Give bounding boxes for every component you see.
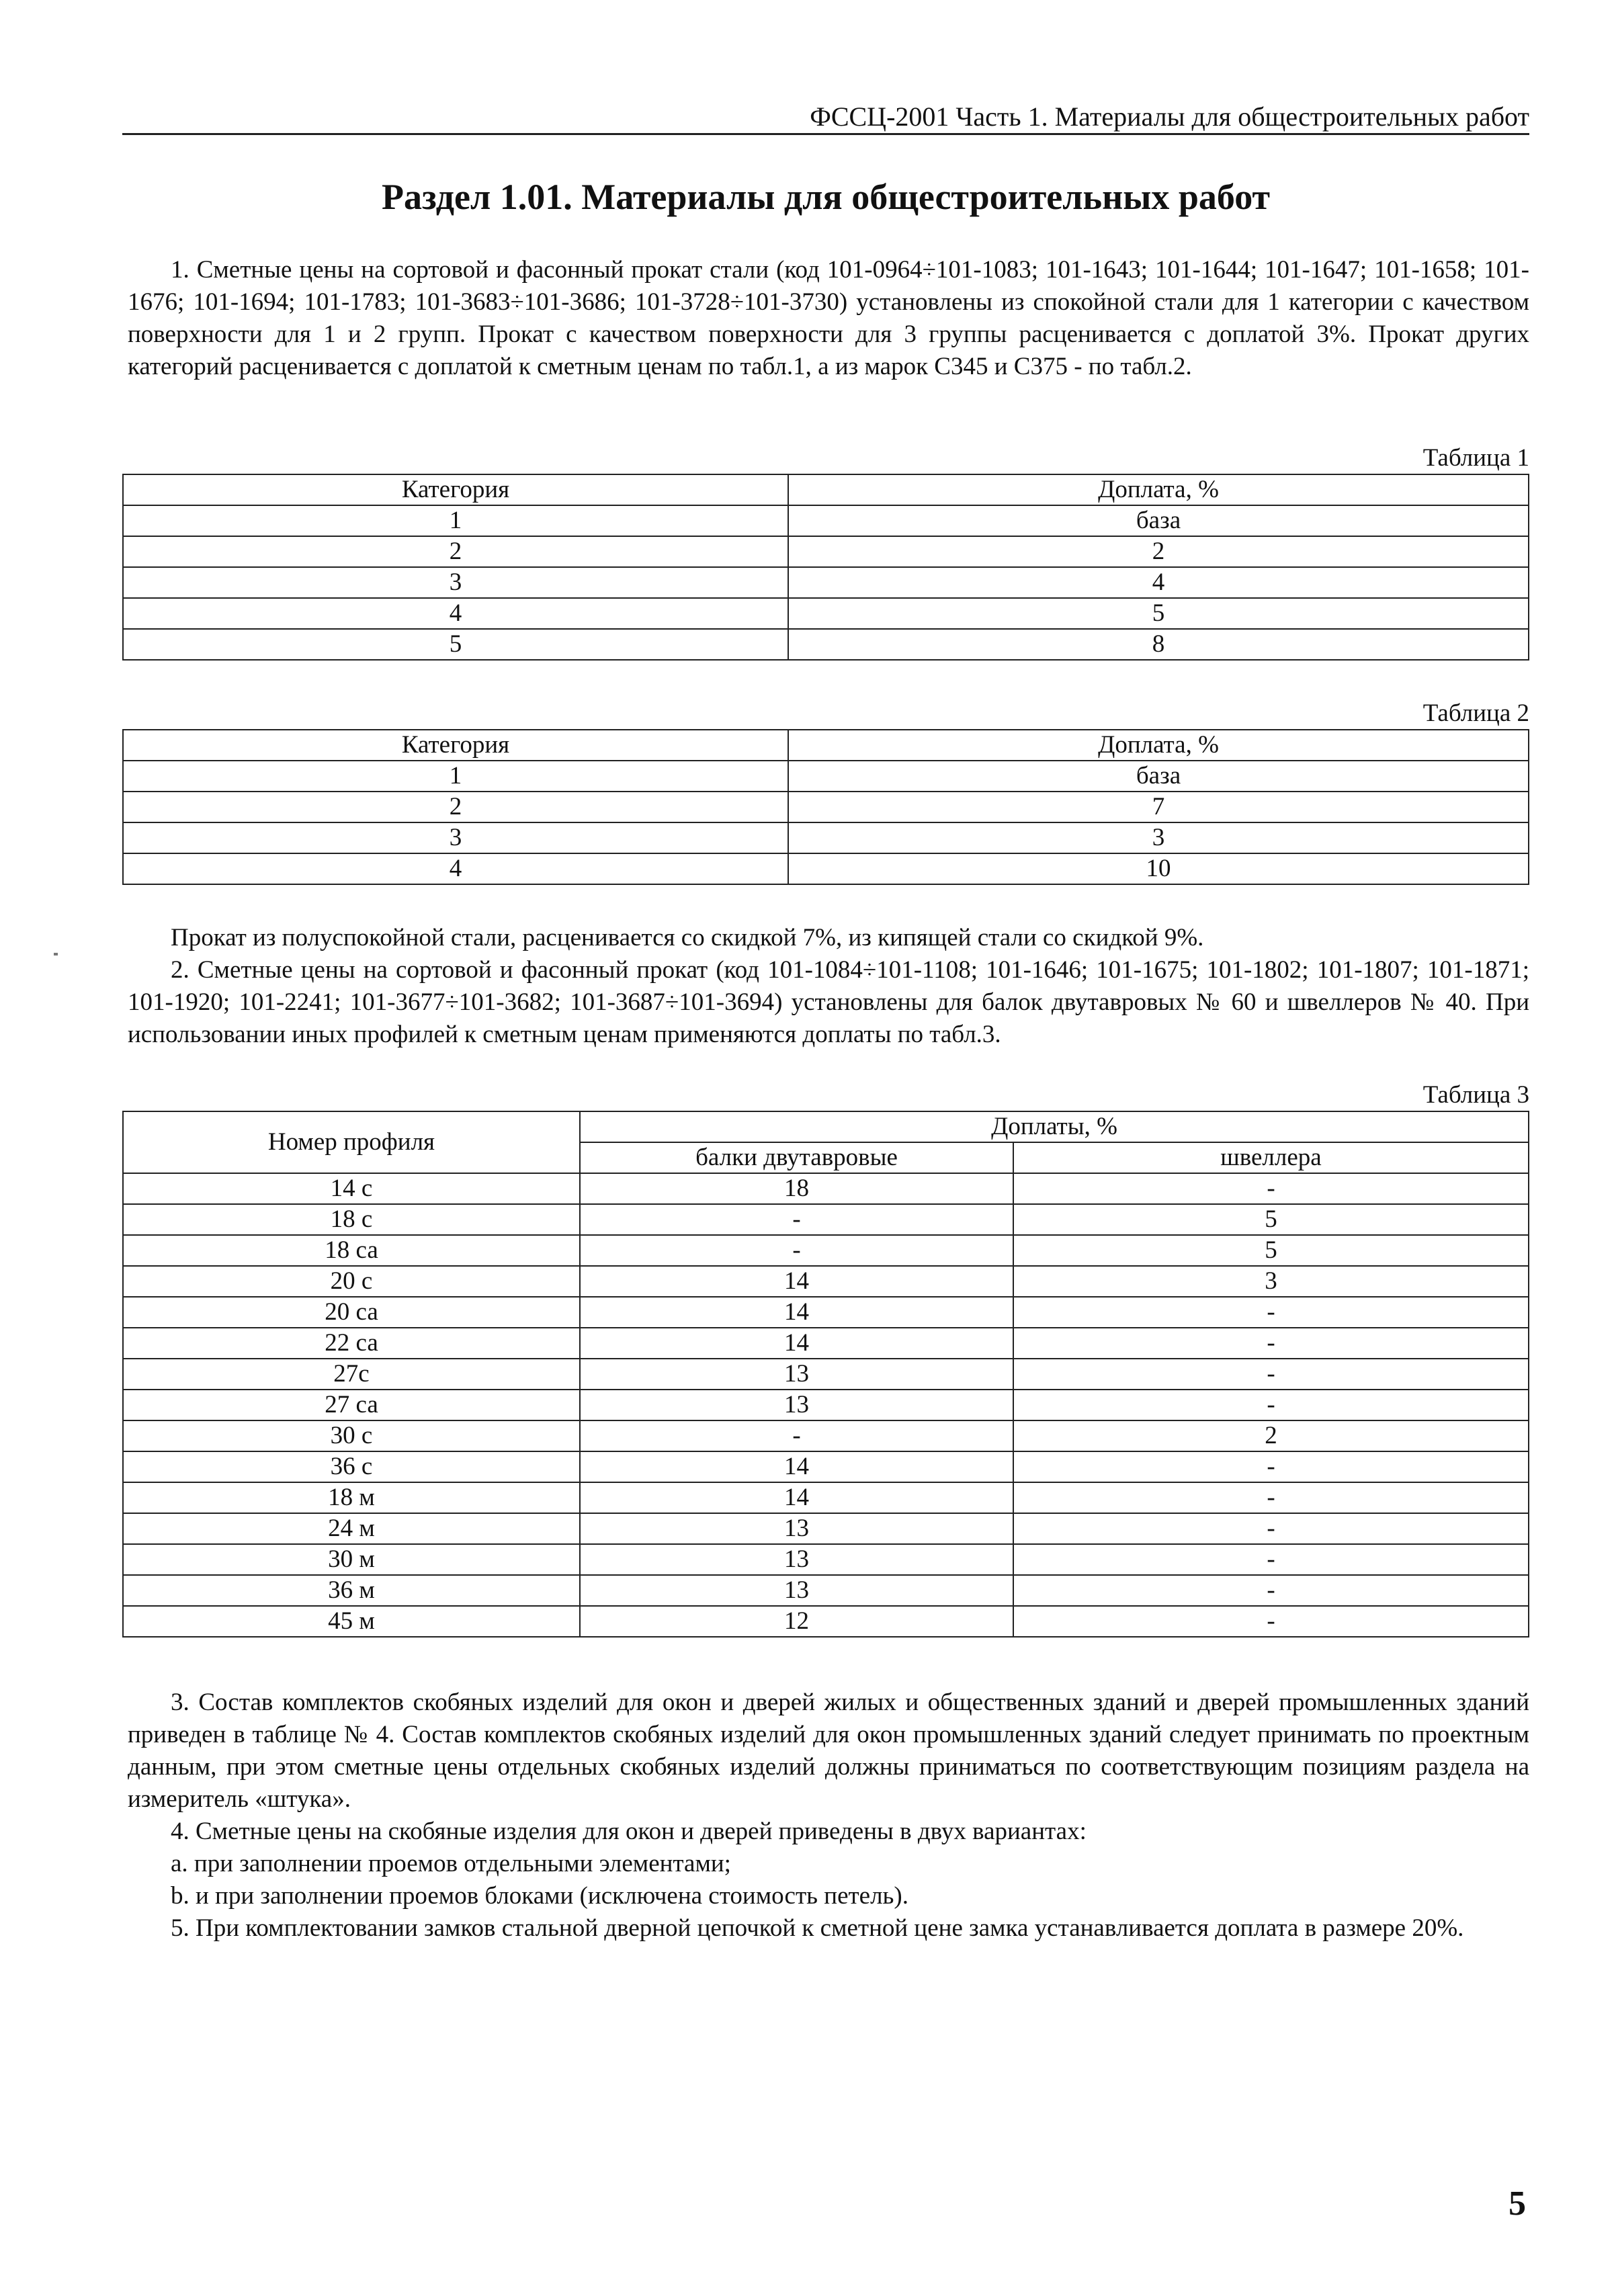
- paragraph-5: 5. При комплектовании замков стальной дверной цепочкой к сметной цене замка устанавливается доплата в размере 20%.: [171, 1914, 1464, 1942]
- table-cell: 5: [788, 598, 1529, 629]
- page-number: 5: [1509, 2184, 1526, 2223]
- table-row: [123, 1606, 1529, 1637]
- table-header-row: [123, 474, 1529, 505]
- header-surcharge: Доплата, %: [788, 730, 1529, 761]
- table-1-caption: Таблица 1: [1422, 444, 1529, 472]
- table-row: [123, 1513, 1529, 1544]
- table-cell: 14: [580, 1328, 1013, 1359]
- table-cell: -: [1013, 1544, 1529, 1575]
- header-beams: балки двутавровые: [580, 1142, 1013, 1173]
- table-row: [123, 1390, 1529, 1420]
- table-row: [123, 761, 1529, 792]
- table-row: [123, 1173, 1529, 1204]
- table-cell: 27 са: [123, 1390, 580, 1420]
- table-row: [123, 1266, 1529, 1297]
- table-cell: -: [1013, 1359, 1529, 1390]
- table-row: [123, 1420, 1529, 1451]
- table-cell: 14: [580, 1451, 1013, 1482]
- table-cell: 24 м: [123, 1513, 580, 1544]
- paragraph-4b: b. и при заполнении проемов блоками (исключена стоимость петель).: [171, 1882, 908, 1910]
- table-cell: 10: [788, 853, 1529, 884]
- table-2: [122, 729, 1529, 885]
- table-cell: 2: [123, 536, 788, 567]
- table-cell: 14: [580, 1482, 1013, 1513]
- table-cell: -: [1013, 1513, 1529, 1544]
- paragraph-1: 1. Сметные цены на сортовой и фасонный прокат стали (код 101-0964÷101-1083; 101-1643; 101-1644; 101-1647; 101-1658; 101-1676; 101-1694; 101-1783; 101-3683÷101-3686; 101-3728÷101-3730) установлены из спокойной стали для 1 категории с качеством поверхности для 1 и 2 групп. Прокат с качеством поверхности для 3 группы расценивается с доплатой 3%. Прокат других категорий расценивается с доплатой к сметным ценам по табл.1, а из марок С345 и С375 - по табл.2.: [128, 256, 1529, 380]
- table-row: [123, 505, 1529, 536]
- table-cell: 20 с: [123, 1266, 580, 1297]
- table-row: [123, 1544, 1529, 1575]
- table-cell: -: [1013, 1328, 1529, 1359]
- table-cell: -: [1013, 1297, 1529, 1328]
- table-cell: 45 м: [123, 1606, 580, 1637]
- header-profile-number: Номер профиля: [123, 1111, 580, 1173]
- table-cell: 18: [580, 1173, 1013, 1204]
- table-cell: -: [580, 1420, 1013, 1451]
- table-row: [123, 822, 1529, 853]
- table-cell: 5: [123, 629, 788, 660]
- table-cell: 18 с: [123, 1204, 580, 1235]
- table-cell: 7: [788, 792, 1529, 822]
- table-cell: 4: [123, 598, 788, 629]
- table-cell: -: [580, 1204, 1013, 1235]
- table-1: [122, 474, 1529, 661]
- table-cell: 13: [580, 1544, 1013, 1575]
- table-cell: база: [788, 505, 1529, 536]
- table-cell: -: [1013, 1451, 1529, 1482]
- table-cell: 13: [580, 1575, 1013, 1606]
- table-cell: 14: [580, 1297, 1013, 1328]
- header-surcharge: Доплата, %: [788, 474, 1529, 505]
- table-cell: -: [1013, 1173, 1529, 1204]
- table-cell: 30 с: [123, 1420, 580, 1451]
- table-row: [123, 1575, 1529, 1606]
- table-cell: 14 с: [123, 1173, 580, 1204]
- table-cell: 30 м: [123, 1544, 580, 1575]
- scan-speck: [54, 953, 58, 955]
- table-cell: -: [580, 1235, 1013, 1266]
- table-cell: 14: [580, 1266, 1013, 1297]
- table-row: [123, 1359, 1529, 1390]
- table-cell: 2: [788, 536, 1529, 567]
- table-row: [123, 792, 1529, 822]
- table-cell: база: [788, 761, 1529, 792]
- table-cell: 3: [788, 822, 1529, 853]
- table-cell: 5: [1013, 1204, 1529, 1235]
- table-cell: 12: [580, 1606, 1013, 1637]
- table-3: [122, 1111, 1529, 1638]
- table-cell: 22 са: [123, 1328, 580, 1359]
- table-cell: -: [1013, 1390, 1529, 1420]
- table-cell: 5: [1013, 1235, 1529, 1266]
- table-cell: 1: [123, 761, 788, 792]
- table-row: [123, 1235, 1529, 1266]
- table-cell: 4: [788, 567, 1529, 598]
- table-cell: 27с: [123, 1359, 580, 1390]
- table-cell: 36 м: [123, 1575, 580, 1606]
- table-row: [123, 536, 1529, 567]
- table-cell: 2: [123, 792, 788, 822]
- table-2-caption: Таблица 2: [1422, 699, 1529, 727]
- table-cell: 13: [580, 1390, 1013, 1420]
- paragraph-2: 2. Сметные цены на сортовой и фасонный прокат (код 101-1084÷101-1108; 101-1646; 101-1675; 101-1802; 101-1807; 101-1871; 101-1920; 101-2241; 101-3677÷101-3682; 101-3687÷101-3694) установлены для балок двутавровых № 60 и швеллеров № 40. При использовании иных профилей к сметным ценам применяются доплаты по табл.3.: [128, 956, 1529, 1048]
- header-category: Категория: [123, 730, 788, 761]
- paragraph-4: 4. Сметные цены на скобяные изделия для окон и дверей приведены в двух вариантах:: [171, 1818, 1087, 1845]
- table-cell: 18 са: [123, 1235, 580, 1266]
- table-row: [123, 1297, 1529, 1328]
- table-cell: 18 м: [123, 1482, 580, 1513]
- header-surcharges: Доплаты, %: [580, 1111, 1529, 1142]
- table-cell: 13: [580, 1359, 1013, 1390]
- table-row: [123, 1451, 1529, 1482]
- table-cell: 3: [123, 567, 788, 598]
- header-channels: швеллера: [1013, 1142, 1529, 1173]
- table-cell: 2: [1013, 1420, 1529, 1451]
- table-cell: 8: [788, 629, 1529, 660]
- table-cell: 36 с: [123, 1451, 580, 1482]
- table-cell: 13: [580, 1513, 1013, 1544]
- paragraph-note: Прокат из полуспокойной стали, расценивается со скидкой 7%, из кипящей стали со скидкой 9%.: [171, 924, 1204, 951]
- table-row: [123, 629, 1529, 660]
- table-cell: 3: [1013, 1266, 1529, 1297]
- table-cell: 3: [123, 822, 788, 853]
- table-row: [123, 853, 1529, 884]
- table-row: [123, 1482, 1529, 1513]
- running-header: ФССЦ-2001 Часть 1. Материалы для общестроительных работ: [122, 101, 1529, 135]
- paragraph-4a: a. при заполнении проемов отдельными элементами;: [171, 1850, 731, 1877]
- table-cell: 20 са: [123, 1297, 580, 1328]
- table-cell: -: [1013, 1575, 1529, 1606]
- table-cell: -: [1013, 1482, 1529, 1513]
- table-3-caption: Таблица 3: [1422, 1081, 1529, 1109]
- table-cell: 1: [123, 505, 788, 536]
- header-category: Категория: [123, 474, 788, 505]
- table-row: [123, 598, 1529, 629]
- paragraph-3: 3. Состав комплектов скобяных изделий для окон и дверей жилых и общественных зданий и дверей промышленных зданий приведен в таблице № 4. Состав комплектов скобяных изделий для окон промышленных зданий следует принимать по проектным данным, при этом сметные цены отдельных скобяных изделий должны приниматься по соответствующим позициям раздела на измеритель «штука».: [128, 1689, 1529, 1813]
- section-title: Раздел 1.01. Материалы для общестроительных работ: [381, 177, 1271, 217]
- table-row: [123, 567, 1529, 598]
- table-row: [123, 1328, 1529, 1359]
- table-cell: 4: [123, 853, 788, 884]
- table-cell: -: [1013, 1606, 1529, 1637]
- table-header-row: [123, 1111, 1529, 1142]
- table-header-row: [123, 730, 1529, 761]
- table-row: [123, 1204, 1529, 1235]
